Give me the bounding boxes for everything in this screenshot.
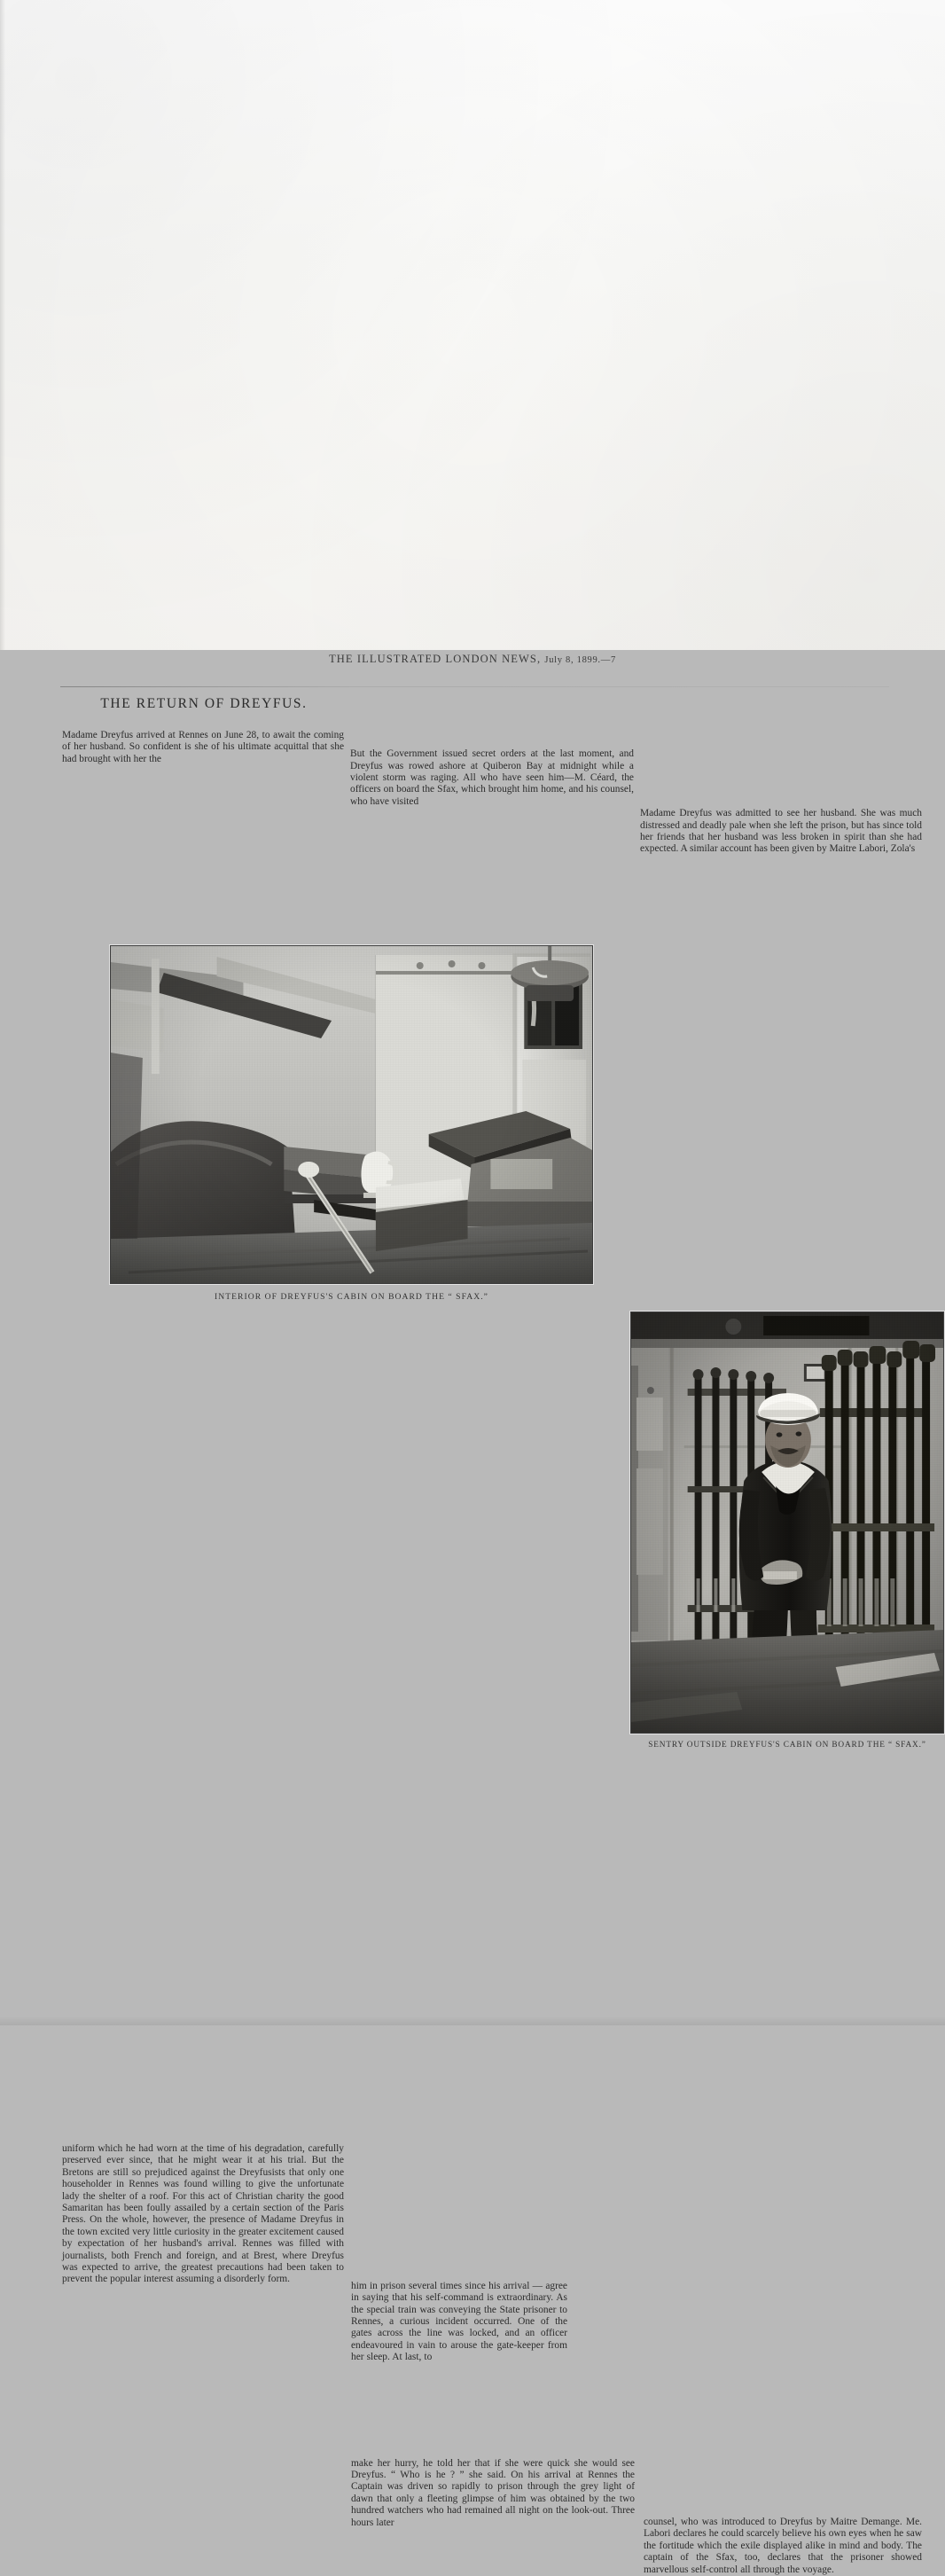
masthead-publication: THE ILLUSTRATED LONDON NEWS, (329, 653, 542, 665)
cabin-interior-engraving (110, 945, 593, 1284)
column-3-top (640, 808, 922, 856)
paragraph-text: counsel, who was introduced to Dreyfus by Maitre Demange. Me. Labori declares he could scarcely believe his own eyes when he saw the fortitude which the exile displayed alike in mind and body. The captain of the Sfax, too, declares that the prisoner showed marvellous self-control all through the voyage. (644, 2517, 922, 2575)
paragraph-text: him in prison several times since his arrival — agree in saying that his self-command is extraordinary. As the special train was conveying the State prisoner to Rennes, a curious incident occurred. One of the gates across the line was locked, and an officer endeavoured in vain to arouse the gate-keeper from her sleep. At last, to (351, 2280, 567, 2363)
figure-cabin-interior (110, 945, 593, 1302)
page-bottom-shadow (0, 2016, 945, 2025)
figure-caption: SENTRY OUTSIDE DREYFUS'S CABIN ON BOARD THE “ SFAX.” (648, 1740, 926, 1750)
figure-caption: INTERIOR OF DREYFUS'S CABIN ON BOARD THE “ SFAX.” (215, 1291, 488, 1302)
sentry-artwork (631, 1312, 943, 1733)
masthead (0, 653, 945, 666)
figure-sentry (630, 1311, 944, 1750)
column-2-bottom-wide (351, 2458, 635, 2529)
paragraph-text: make her hurry, he told her that if she were quick she would see Dreyfus. “ Who is he ? ” she said. On his arrival at Rennes the Captain was driven so rapidly to prison through the grey light of dawn that only a fleeting glimpse of him was obtained by the two hundred watchers who had remained all night on the look-out. Three hours later (351, 2457, 635, 2528)
paragraph-text: But the Government issued secret orders at the last moment, and Dreyfus was rowed ashore at Quiberon Bay at midnight while a violent storm was raging. All who have seen him—M. Céard, the officers on board the Sfax, which brought him home, and his counsel, who have visited (350, 748, 634, 807)
paragraph-text: Madame Dreyfus was admitted to see her husband. She was much distressed and deadly pale when she left the prison, but has since told her friends that her husband was less broken in spirit than she had expected. A similar account has been given by Maitre Labori, Zola's (640, 808, 922, 855)
page-fold-shadow (0, 0, 5, 650)
page-title: THE RETURN OF DREYFUS. (100, 696, 308, 711)
column-3-bottom (644, 2517, 922, 2576)
column-2-bottom-narrow (351, 2281, 567, 2364)
masthead-date-page: July 8, 1899.—7 (544, 655, 616, 665)
column-1-bottom (62, 2143, 344, 2286)
column-2-top (350, 748, 634, 808)
cabin-interior-artwork (111, 946, 592, 1283)
paragraph-text: Madame Dreyfus arrived at Rennes on June 28, to await the coming of her husband. So confident is she of his ultimate acquittal that she had brought with her the (62, 730, 344, 764)
column-1-top (62, 730, 344, 765)
sentry-photograph (630, 1311, 944, 1734)
masthead-rule (60, 686, 889, 687)
paragraph-text: uniform which he had worn at the time of his degradation, carefully preserved ever since, that he might wear it at his trial. But the Bretons are still so prejudiced against the Dreyfusists that only one householder in Rennes was found willing to give the unfortunate lady the shelter of a roof. For this act of Christian charity the good Samaritan has been foully assailed by a certain section of the Paris Press. On the whole, however, the presence of Madame Dreyfus in the town excited very little curiosity in the greater excitement caused by expectation of her husband's arrival. Rennes was filled with journalists, both French and foreign, and at Brest, where Dreyfus was expected to arrive, the greatest precautions had been taken to prevent the popular interest assuming a disorderly form. (62, 2142, 344, 2285)
